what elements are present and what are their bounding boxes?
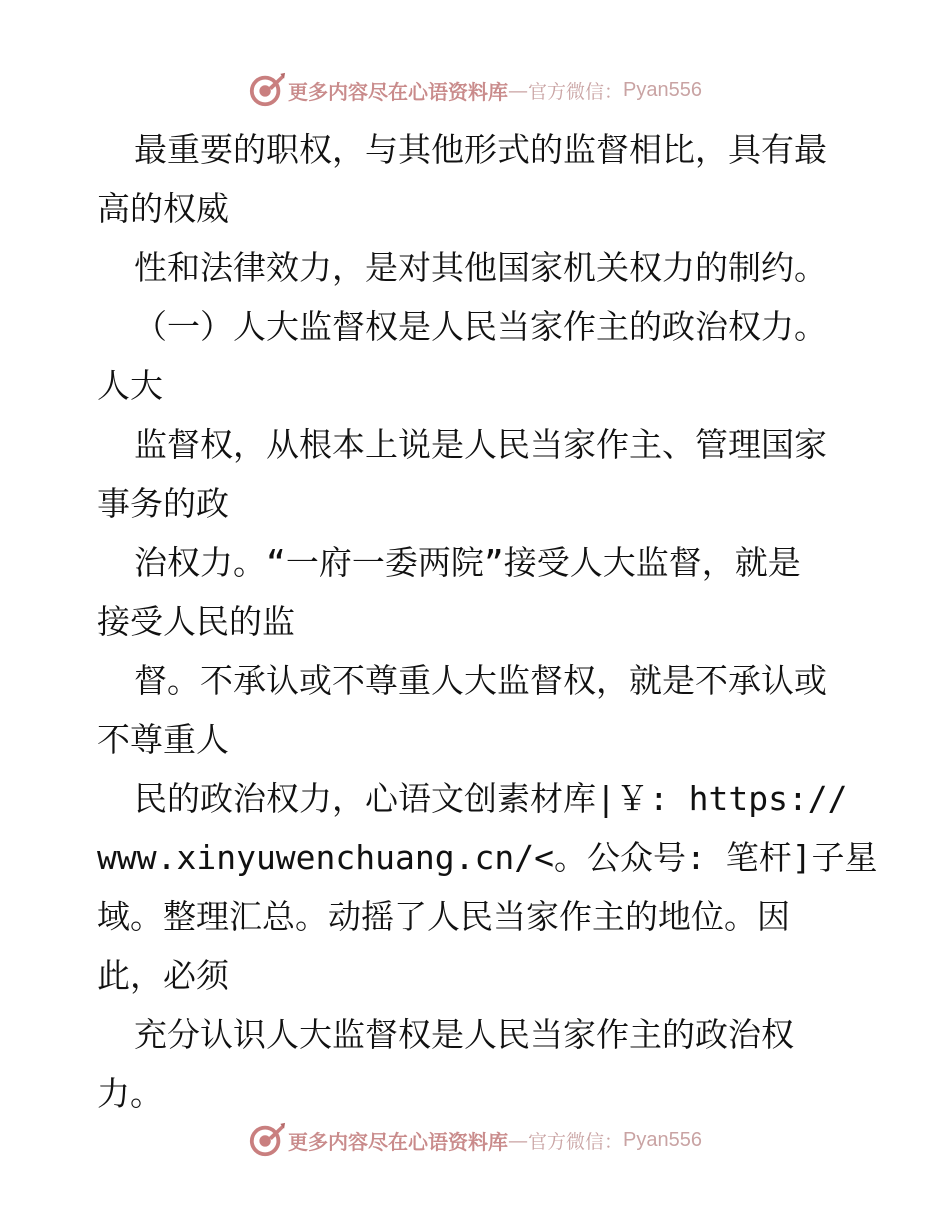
- text-line: 人大: [97, 366, 163, 405]
- watermark-dash: —: [508, 78, 528, 102]
- text-line: 治权力。“一府一委两院”接受人大监督，就是: [134, 543, 801, 582]
- text-line: 事务的政: [97, 484, 229, 523]
- text-line: 高的权威: [97, 189, 229, 228]
- text-line: www.xinyuwenchuang.cn/<。公众号: 笔杆]子星: [97, 838, 878, 877]
- text-line: 域。整理汇总。动摇了人民当家作主的地位。因: [97, 897, 790, 936]
- text-line: 民的政治权力，心语文创素材库|￥: https://: [134, 779, 848, 818]
- text-line: 此，必须: [97, 956, 229, 995]
- text-line: 不尊重人: [97, 720, 229, 759]
- text-line: 力。: [97, 1074, 163, 1113]
- watermark-dash: —: [508, 1128, 528, 1152]
- text-line: 最重要的职权，与其他形式的监督相比，具有最: [134, 130, 827, 169]
- document-body: [97, 120, 878, 1123]
- watermark-main-text: 更多内容尽在心语资料库: [288, 1129, 508, 1154]
- text-line: 监督权，从根本上说是人民当家作主、管理国家: [134, 425, 827, 464]
- watermark-sub-text: 官方微信：: [528, 80, 624, 103]
- text-line: （一）人大监督权是人民当家作主的政治权力。: [134, 307, 827, 346]
- watermark-wechat-id: Pyan556: [623, 78, 702, 101]
- text-line: 性和法律效力，是对其他国家机关权力的制约。: [134, 248, 827, 287]
- text-line: 接受人民的监: [97, 602, 295, 641]
- text-line: 督。不承认或不尊重人大监督权，就是不承认或: [134, 661, 827, 700]
- header-watermark: [0, 70, 950, 110]
- watermark-sub-text: 官方微信：: [528, 1130, 624, 1153]
- watermark-main-text: 更多内容尽在心语资料库: [288, 79, 508, 104]
- footer-watermark: [0, 1120, 950, 1160]
- watermark-wechat-id: Pyan556: [623, 1128, 702, 1151]
- pen-logo-icon: [248, 71, 286, 109]
- pen-logo-icon: [248, 1121, 286, 1159]
- text-line: 充分认识人大监督权是人民当家作主的政治权: [134, 1015, 794, 1054]
